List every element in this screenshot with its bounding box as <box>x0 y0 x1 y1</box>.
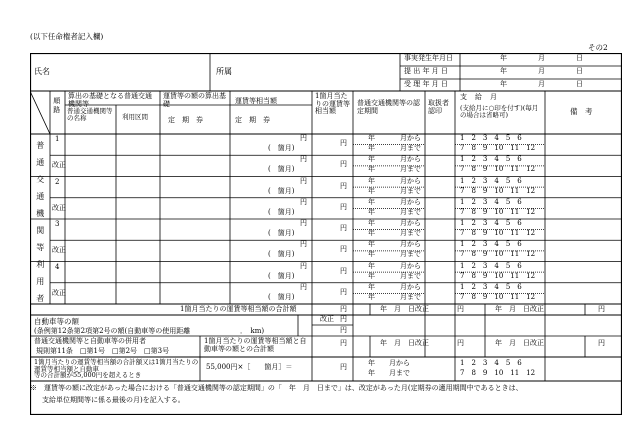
car-yen-2: 円 <box>340 326 347 334</box>
monthly-yen: 円 <box>340 160 347 169</box>
equiv-months: ( 箇月) <box>268 229 295 237</box>
equiv-months: ( 箇月) <box>268 250 295 259</box>
excess-yen: 円 <box>340 363 347 371</box>
monthly-yen: 円 <box>340 202 347 211</box>
period-to: 月まで <box>400 250 421 259</box>
equiv-header: 運賃等相当額 <box>235 97 277 105</box>
equiv-months: ( 箇月) <box>268 207 295 216</box>
equiv-yen: 円 <box>300 219 307 227</box>
date-unit: 年 <box>500 80 507 88</box>
month-row-1: 1 2 3 4 5 6 <box>460 176 522 185</box>
month-row-1: 1 2 3 4 5 6 <box>460 134 522 142</box>
kaisei-label: 改正 <box>52 161 66 170</box>
period-from: 月から <box>400 240 421 249</box>
equiv-months: ( 箇月) <box>268 292 295 301</box>
footnote-line-1: ※ 運賃等の額に改定があった場合における「普通交通機関等の認定期間」の「 年 月 日まで」は、改定があった月(定期券の適用期間中であるときは、 <box>30 384 523 392</box>
total-revision-date-2: 年 月 日改正 <box>495 305 544 313</box>
month-row-1: 1 2 3 4 5 6 <box>460 219 522 227</box>
date-unit: 年 <box>500 54 507 62</box>
period-from: 月から <box>400 134 421 142</box>
car-yen: 円 <box>340 315 347 323</box>
period-year-from: 年 <box>368 176 375 185</box>
month-row-1: 1 2 3 4 5 6 <box>460 261 522 270</box>
period-year-to: 年 <box>368 144 375 152</box>
route-number: 3 <box>55 220 60 228</box>
route-number: 4 <box>55 262 60 271</box>
period-year-to: 年 <box>368 229 375 237</box>
period-to: 月まで <box>400 207 421 216</box>
combined-date-2: 年 月 日改正 <box>495 339 544 347</box>
kaisei-label: 改正 <box>52 203 66 212</box>
month-row-2: 7 8 9 10 11 12 <box>460 207 536 216</box>
org-name-header: 普通交通機関等の名称 <box>67 107 113 123</box>
date-unit: 年 <box>500 67 507 75</box>
equiv-yen: 円 <box>300 176 307 185</box>
route-number: 1 <box>55 135 60 143</box>
equiv-sub-header: 定 期 券 <box>235 116 270 124</box>
period-from: 月から <box>400 155 421 164</box>
period-year-from: 年 <box>368 219 375 227</box>
period-year-from: 年 <box>368 282 375 291</box>
monthly-yen: 円 <box>340 224 347 232</box>
car-title: 自動車等の額 <box>34 317 79 326</box>
period-year-from: 年 <box>368 197 375 206</box>
date-label: 受 理 年 月 日 <box>404 80 448 88</box>
combined-yen-2: 円 <box>457 339 464 347</box>
equiv-months: ( 箇月) <box>268 144 295 152</box>
equiv-months: ( 箇月) <box>268 186 295 195</box>
route-number: 2 <box>55 177 60 186</box>
month-row-1: 1 2 3 4 5 6 <box>460 197 522 206</box>
grantor-header: 取扱者認印 <box>428 99 449 115</box>
date-unit: 日 <box>576 80 583 88</box>
date-unit: 月 <box>538 67 545 75</box>
total-yen-3: 円 <box>598 305 605 313</box>
period-from: 月から <box>400 219 421 227</box>
period-from: 月から <box>400 197 421 206</box>
combined-rule: 規則第11条 □第1号 □第2号 □第3号 <box>36 347 170 355</box>
equiv-yen: 円 <box>300 197 307 206</box>
month-row-2: 7 8 9 10 11 12 <box>460 250 536 259</box>
period-to: 月まで <box>400 165 421 174</box>
period-year-to: 年 <box>368 165 375 174</box>
fare-basis-header: 運賃等の額の算出基礎 <box>163 92 226 108</box>
excess-label-2: 等の合計額が55,000円を超えるとき <box>34 371 142 379</box>
period-year-from: 年 <box>368 240 375 249</box>
month-row-2: 7 8 9 10 11 12 <box>460 292 536 301</box>
monthly-yen: 円 <box>340 139 347 147</box>
month-row-1: 1 2 3 4 5 6 <box>460 282 522 291</box>
period-to: 月まで <box>400 292 421 301</box>
date-label: 提 出 年 月 日 <box>404 67 448 75</box>
date-unit: 日 <box>576 67 583 75</box>
combined-yen-3: 円 <box>598 339 605 347</box>
equiv-yen: 円 <box>300 240 307 249</box>
car-desc: (条例第12条第2項第2号の額(自動車等の使用距離 <box>34 327 191 335</box>
period-year-to: 年 <box>368 292 375 301</box>
combined-mid: 1箇月当たりの運賃等相当額と自動車等の額との合計額 <box>204 337 307 353</box>
basis-org-header: 算出の基礎となる普通交通機関等 <box>68 92 152 108</box>
period-from: 月から <box>400 282 421 291</box>
total-yen: 円 <box>340 305 347 313</box>
month-row-2: 7 8 9 10 11 12 <box>460 165 536 174</box>
name-label: 氏名 <box>34 67 50 76</box>
total-row-label: 1箇月当たりの運賃等相当額の合計額 <box>180 305 297 313</box>
car-km: ． km) <box>240 327 265 335</box>
form-table <box>30 53 622 415</box>
month-row-2: 7 8 9 10 11 12 <box>460 271 536 280</box>
page-number: その2 <box>588 43 608 52</box>
month-row-2: 7 8 9 10 11 12 <box>460 186 536 195</box>
combined-date: 年 月 日改正 <box>380 339 429 347</box>
month-header: 支給月 <box>460 93 505 101</box>
monthly-yen: 円 <box>340 181 347 190</box>
period-year-from: 年 <box>368 155 375 164</box>
period-header: 普通交通機関等の認定期間 <box>357 99 420 115</box>
side-label: 普通交通機関等利用者 <box>35 141 45 311</box>
period-to: 月まで <box>400 186 421 195</box>
equiv-months: ( 箇月) <box>268 165 295 174</box>
date-unit: 日 <box>576 54 583 62</box>
period-year-from: 年 <box>368 134 375 142</box>
period-to: 月まで <box>400 229 421 237</box>
section-header: 利用区間 <box>122 113 148 121</box>
excess-formula: 55,000円×［ 箇月］＝ <box>206 363 293 371</box>
month-note: (支給月に○印を付す)(毎月の場合は省略可) <box>460 104 539 120</box>
excess-from: 年 月から <box>368 359 410 367</box>
monthly-header: 1箇月当たりの運賃等相当額 <box>315 92 350 116</box>
monthly-yen: 円 <box>340 266 347 275</box>
period-from: 月から <box>400 261 421 270</box>
equiv-yen: 円 <box>300 282 307 291</box>
period-from: 月から <box>400 176 421 185</box>
combined-yen: 円 <box>340 339 347 347</box>
equiv-yen: 円 <box>300 261 307 270</box>
form-section-note: (以下任命権者記入欄) <box>30 32 104 41</box>
fare-sub-header: 定 期 券 <box>168 116 203 124</box>
period-year-to: 年 <box>368 207 375 216</box>
excess-months-1: 1 2 3 4 5 6 <box>460 359 522 367</box>
remarks-header: 備 考 <box>570 107 593 116</box>
route-header: 順路 <box>52 97 61 115</box>
equiv-months: ( 箇月) <box>268 271 295 280</box>
month-row-1: 1 2 3 4 5 6 <box>460 155 522 164</box>
total-yen-2: 円 <box>457 305 464 313</box>
excess-months-2: 7 8 9 10 11 12 <box>460 369 536 377</box>
date-unit: 月 <box>538 80 545 88</box>
period-year-to: 年 <box>368 271 375 280</box>
excess-label: 1箇月当たりの運賃等相当額の合計額又は1箇月当たりの運賃等相当額と自動車 <box>34 358 199 374</box>
date-unit: 月 <box>538 54 545 62</box>
excess-to: 年 月まで <box>368 369 410 377</box>
period-to: 月まで <box>400 271 421 280</box>
total-revision-date: 年 月 日改正 <box>380 305 429 313</box>
month-row-1: 1 2 3 4 5 6 <box>460 240 522 249</box>
monthly-yen: 円 <box>340 287 347 296</box>
period-year-to: 年 <box>368 186 375 195</box>
monthly-yen: 円 <box>340 245 347 254</box>
kaisei-label: 改正 <box>52 288 66 297</box>
kaisei-label: 改正 <box>52 246 66 255</box>
period-year-to: 年 <box>368 250 375 259</box>
equiv-yen: 円 <box>300 155 307 164</box>
month-row-2: 7 8 9 10 11 12 <box>460 229 536 237</box>
equiv-yen: 円 <box>300 134 307 142</box>
month-row-2: 7 8 9 10 11 12 <box>460 144 536 152</box>
period-to: 月まで <box>400 144 421 152</box>
period-year-from: 年 <box>368 261 375 270</box>
combined-label: 普通交通機関等と自動車等の併用者 <box>34 337 146 345</box>
footnote-line-2: 支給単位期間等に係る最後の月)を記入する。 <box>42 396 185 404</box>
department-label: 所属 <box>216 67 232 76</box>
car-kaisei: 改正 <box>320 315 334 323</box>
date-label: 事実発生年月日 <box>404 54 453 62</box>
